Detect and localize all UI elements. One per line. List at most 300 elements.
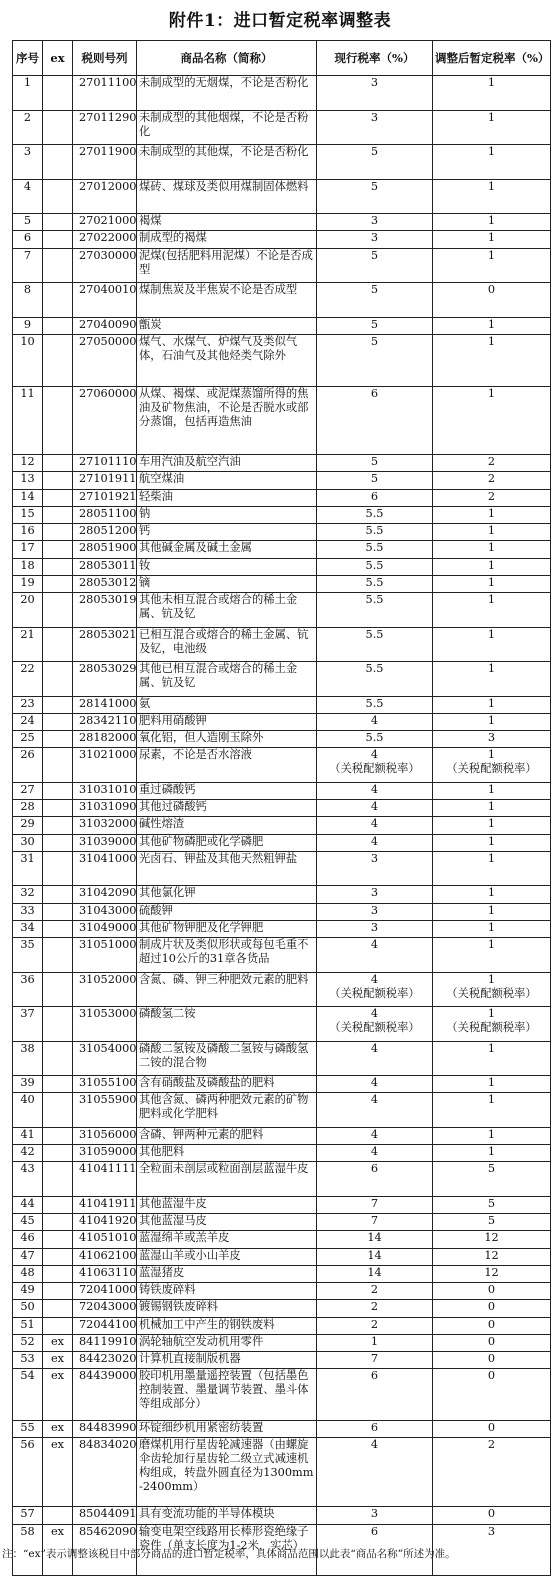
header-seq: 序号 xyxy=(13,41,43,76)
table-row xyxy=(13,1214,551,1231)
cell-seq: 17 xyxy=(13,541,43,558)
cell-current-rate: 2 xyxy=(317,1283,433,1300)
cell-code: 31031010 xyxy=(73,782,137,799)
cell-seq: 8 xyxy=(13,283,43,318)
cell-seq: 39 xyxy=(13,1076,43,1093)
cell-code: 84439000 xyxy=(73,1369,137,1421)
cell-current-rate: 3 xyxy=(317,886,433,903)
cell-code: 31052000 xyxy=(73,972,137,1007)
table-row xyxy=(13,231,551,248)
cell-current-rate: 4 xyxy=(317,1127,433,1144)
cell-current-rate: 4 （关税配额税率） xyxy=(317,1007,433,1042)
table-row xyxy=(13,1438,551,1507)
table-row xyxy=(13,1127,551,1144)
cell-adjusted-rate: 1 xyxy=(433,179,551,214)
cell-ex: ex xyxy=(43,1438,73,1507)
cell-adjusted-rate: 1 xyxy=(433,627,551,662)
cell-seq: 26 xyxy=(13,748,43,783)
cell-adjusted-rate: 12 xyxy=(433,1231,551,1248)
table-row xyxy=(13,283,551,318)
cell-current-rate: 4 xyxy=(317,938,433,973)
cell-current-rate: 5.5 xyxy=(317,627,433,662)
cell-current-rate: 5.5 xyxy=(317,575,433,592)
cell-current-rate: 5.5 xyxy=(317,593,433,628)
cell-seq: 37 xyxy=(13,1007,43,1042)
cell-name: 计算机直接制版机器 xyxy=(137,1352,317,1369)
cell-name: 含有硝酸盐及磷酸盐的肥料 xyxy=(137,1076,317,1093)
cell-adjusted-rate: 1 （关税配额税率） xyxy=(433,1007,551,1042)
cell-code: 28053029 xyxy=(73,662,137,697)
table-row xyxy=(13,248,551,283)
cell-seq: 44 xyxy=(13,1196,43,1213)
cell-ex xyxy=(43,817,73,834)
cell-adjusted-rate: 5 xyxy=(433,1214,551,1231)
table-row xyxy=(13,214,551,231)
cell-seq: 48 xyxy=(13,1265,43,1282)
cell-code: 28182000 xyxy=(73,731,137,748)
cell-name: 其他碱金属及碱土金属 xyxy=(137,541,317,558)
cell-ex xyxy=(43,1283,73,1300)
cell-ex xyxy=(43,248,73,283)
table-row xyxy=(13,851,551,886)
cell-seq: 49 xyxy=(13,1283,43,1300)
table-row xyxy=(13,920,551,937)
cell-code: 41051010 xyxy=(73,1231,137,1248)
cell-code: 41062100 xyxy=(73,1248,137,1265)
cell-adjusted-rate: 1 xyxy=(433,386,551,455)
cell-seq: 32 xyxy=(13,886,43,903)
cell-adjusted-rate: 12 xyxy=(433,1248,551,1265)
cell-ex xyxy=(43,696,73,713)
cell-adjusted-rate: 0 xyxy=(433,1421,551,1438)
cell-current-rate: 4 xyxy=(317,1076,433,1093)
cell-adjusted-rate: 0 xyxy=(433,1507,551,1524)
header-name: 商品名称（简称） xyxy=(137,41,317,76)
cell-current-rate: 3 xyxy=(317,1507,433,1524)
cell-current-rate: 4 xyxy=(317,1438,433,1507)
cell-name: 其他蓝湿马皮 xyxy=(137,1214,317,1231)
cell-adjusted-rate: 1 xyxy=(433,938,551,973)
table-row xyxy=(13,627,551,662)
cell-code: 72041000 xyxy=(73,1283,137,1300)
table-row xyxy=(13,1231,551,1248)
cell-seq: 16 xyxy=(13,524,43,541)
cell-current-rate: 4 （关税配额税率） xyxy=(317,972,433,1007)
table-row xyxy=(13,938,551,973)
cell-current-rate: 2 xyxy=(317,1300,433,1317)
cell-adjusted-rate: 2 xyxy=(433,489,551,506)
cell-current-rate: 1 xyxy=(317,1334,433,1351)
cell-current-rate: 4 xyxy=(317,713,433,730)
cell-ex xyxy=(43,748,73,783)
cell-ex xyxy=(43,558,73,575)
cell-ex xyxy=(43,1248,73,1265)
cell-ex xyxy=(43,283,73,318)
cell-seq: 5 xyxy=(13,214,43,231)
cell-adjusted-rate: 2 xyxy=(433,472,551,489)
cell-adjusted-rate: 2 xyxy=(433,1438,551,1507)
cell-adjusted-rate: 3 xyxy=(433,731,551,748)
cell-current-rate: 5.5 xyxy=(317,558,433,575)
cell-name: 环锭细纱机用紧密纺装置 xyxy=(137,1421,317,1438)
cell-ex xyxy=(43,1007,73,1042)
cell-ex xyxy=(43,489,73,506)
cell-seq: 47 xyxy=(13,1248,43,1265)
cell-adjusted-rate: 1 xyxy=(433,834,551,851)
cell-name: 其他过磷酸钙 xyxy=(137,800,317,817)
cell-code: 72043000 xyxy=(73,1300,137,1317)
cell-current-rate: 6 xyxy=(317,386,433,455)
cell-name: 其他含氮、磷两种肥效元素的矿物肥料或化学肥料 xyxy=(137,1093,317,1128)
cell-name: 其他氯化钾 xyxy=(137,886,317,903)
table-row xyxy=(13,1145,551,1162)
cell-current-rate: 2 xyxy=(317,1317,433,1334)
cell-seq: 9 xyxy=(13,317,43,334)
cell-name: 涡轮轴航空发动机用零件 xyxy=(137,1334,317,1351)
cell-adjusted-rate: 1 xyxy=(433,782,551,799)
table-row xyxy=(13,1352,551,1369)
cell-name: 蓝湿山羊或小山羊皮 xyxy=(137,1248,317,1265)
table-row xyxy=(13,1334,551,1351)
cell-seq: 6 xyxy=(13,231,43,248)
cell-ex xyxy=(43,317,73,334)
cell-seq: 28 xyxy=(13,800,43,817)
cell-adjusted-rate: 1 xyxy=(433,593,551,628)
cell-current-rate: 5 xyxy=(317,179,433,214)
cell-code: 28141000 xyxy=(73,696,137,713)
cell-adjusted-rate: 12 xyxy=(433,1265,551,1282)
cell-code: 31055100 xyxy=(73,1076,137,1093)
table-header-row xyxy=(13,41,551,76)
table-row xyxy=(13,575,551,592)
cell-adjusted-rate: 1 xyxy=(433,1041,551,1076)
cell-code: 27101911 xyxy=(73,472,137,489)
table-row xyxy=(13,1248,551,1265)
table-row xyxy=(13,886,551,903)
table-row xyxy=(13,748,551,783)
table-row xyxy=(13,817,551,834)
cell-ex xyxy=(43,1265,73,1282)
cell-adjusted-rate: 1 xyxy=(433,920,551,937)
cell-ex: ex xyxy=(43,1524,73,1576)
table-row xyxy=(13,455,551,472)
cell-name: 胶印机用墨量遥控装置（包括墨色控制装置、墨量调节装置、墨斗体等组成部分） xyxy=(137,1369,317,1421)
table-row xyxy=(13,1076,551,1093)
cell-ex xyxy=(43,76,73,111)
cell-ex xyxy=(43,662,73,697)
cell-seq: 22 xyxy=(13,662,43,697)
cell-ex xyxy=(43,214,73,231)
cell-seq: 3 xyxy=(13,145,43,180)
cell-adjusted-rate: 1 xyxy=(433,886,551,903)
cell-code: 41041920 xyxy=(73,1214,137,1231)
cell-ex xyxy=(43,524,73,541)
cell-seq: 21 xyxy=(13,627,43,662)
cell-seq: 51 xyxy=(13,1317,43,1334)
cell-current-rate: 4 xyxy=(317,817,433,834)
cell-current-rate: 4 （关税配额税率） xyxy=(317,748,433,783)
cell-current-rate: 3 xyxy=(317,903,433,920)
cell-ex xyxy=(43,782,73,799)
table-row xyxy=(13,1007,551,1042)
table-row xyxy=(13,903,551,920)
cell-ex xyxy=(43,1076,73,1093)
cell-ex xyxy=(43,1214,73,1231)
cell-name: 肥料用硝酸钾 xyxy=(137,713,317,730)
table-row xyxy=(13,782,551,799)
cell-ex xyxy=(43,455,73,472)
table-row xyxy=(13,731,551,748)
cell-ex xyxy=(43,1127,73,1144)
cell-name: 其他矿物钾肥及化学钾肥 xyxy=(137,920,317,937)
cell-name: 航空煤油 xyxy=(137,472,317,489)
cell-code: 28051900 xyxy=(73,541,137,558)
table-row xyxy=(13,145,551,180)
cell-ex: ex xyxy=(43,1421,73,1438)
cell-current-rate: 4 xyxy=(317,800,433,817)
cell-name: 含氮、磷、钾三种肥效元素的肥料 xyxy=(137,972,317,1007)
cell-adjusted-rate: 1 （关税配额税率） xyxy=(433,972,551,1007)
cell-adjusted-rate: 1 xyxy=(433,1127,551,1144)
cell-adjusted-rate: 1 xyxy=(433,317,551,334)
table-row xyxy=(13,800,551,817)
cell-adjusted-rate: 1 xyxy=(433,713,551,730)
cell-current-rate: 6 xyxy=(317,1369,433,1421)
table-row xyxy=(13,1283,551,1300)
table-row xyxy=(13,1300,551,1317)
cell-code: 31032000 xyxy=(73,817,137,834)
cell-adjusted-rate: 1 xyxy=(433,1076,551,1093)
cell-ex: ex xyxy=(43,1352,73,1369)
cell-code: 27101110 xyxy=(73,455,137,472)
cell-adjusted-rate: 1 xyxy=(433,696,551,713)
cell-code: 84119910 xyxy=(73,1334,137,1351)
cell-ex xyxy=(43,1196,73,1213)
cell-name: 磷酸二氢铵及磷酸二氢铵与磷酸氢二铵的混合物 xyxy=(137,1041,317,1076)
cell-code: 31053000 xyxy=(73,1007,137,1042)
table-row xyxy=(13,1162,551,1197)
cell-current-rate: 3 xyxy=(317,920,433,937)
table-row xyxy=(13,558,551,575)
header-code: 税则号列 xyxy=(73,41,137,76)
cell-code: 28053011 xyxy=(73,558,137,575)
cell-current-rate: 6 xyxy=(317,1524,433,1576)
header-ex: ex xyxy=(43,41,73,76)
cell-adjusted-rate: 1 xyxy=(433,248,551,283)
cell-current-rate: 4 xyxy=(317,1041,433,1076)
cell-code: 27101921 xyxy=(73,489,137,506)
cell-name: 煤气、水煤气、炉煤气及类似气体，石油气及其他烃类气除外 xyxy=(137,334,317,386)
cell-code: 84834020 xyxy=(73,1438,137,1507)
cell-name: 钕 xyxy=(137,558,317,575)
cell-current-rate: 3 xyxy=(317,231,433,248)
cell-seq: 53 xyxy=(13,1352,43,1369)
cell-adjusted-rate: 1 xyxy=(433,817,551,834)
cell-ex xyxy=(43,1317,73,1334)
cell-seq: 27 xyxy=(13,782,43,799)
table-row xyxy=(13,334,551,386)
cell-seq: 33 xyxy=(13,903,43,920)
cell-seq: 45 xyxy=(13,1214,43,1231)
cell-name: 碱性熔渣 xyxy=(137,817,317,834)
cell-seq: 4 xyxy=(13,179,43,214)
cell-name: 轻柴油 xyxy=(137,489,317,506)
cell-code: 28053012 xyxy=(73,575,137,592)
cell-name: 钠 xyxy=(137,506,317,523)
cell-ex xyxy=(43,231,73,248)
cell-code: 31041000 xyxy=(73,851,137,886)
cell-adjusted-rate: 0 xyxy=(433,1317,551,1334)
cell-adjusted-rate: 1 xyxy=(433,506,551,523)
cell-name: 未制成型的其他煤，不论是否粉化 xyxy=(137,145,317,180)
cell-adjusted-rate: 1 xyxy=(433,851,551,886)
cell-ex xyxy=(43,627,73,662)
cell-ex xyxy=(43,713,73,730)
cell-adjusted-rate: 1 xyxy=(433,800,551,817)
cell-name: 磷酸氢二铵 xyxy=(137,1007,317,1042)
cell-seq: 36 xyxy=(13,972,43,1007)
cell-seq: 43 xyxy=(13,1162,43,1197)
cell-adjusted-rate: 1 xyxy=(433,541,551,558)
cell-name: 含磷、钾两种元素的肥料 xyxy=(137,1127,317,1144)
table-row xyxy=(13,1196,551,1213)
cell-seq: 52 xyxy=(13,1334,43,1351)
table-row xyxy=(13,541,551,558)
cell-adjusted-rate: 1 xyxy=(433,1093,551,1128)
cell-name: 已相互混合或熔合的稀土金属、钪及钇，电池级 xyxy=(137,627,317,662)
cell-current-rate: 5 xyxy=(317,283,433,318)
table-row xyxy=(13,1041,551,1076)
cell-ex xyxy=(43,145,73,180)
cell-name: 光卤石、钾盐及其他天然粗钾盐 xyxy=(137,851,317,886)
cell-code: 41063110 xyxy=(73,1265,137,1282)
table-row xyxy=(13,386,551,455)
table-row xyxy=(13,1507,551,1524)
cell-adjusted-rate: 1 xyxy=(433,214,551,231)
cell-current-rate: 5 xyxy=(317,472,433,489)
cell-ex: ex xyxy=(43,1334,73,1351)
cell-ex xyxy=(43,1231,73,1248)
cell-code: 27011900 xyxy=(73,145,137,180)
cell-code: 31043000 xyxy=(73,903,137,920)
cell-name: 未制成型的其他烟煤，不论是否粉化 xyxy=(137,110,317,145)
cell-ex xyxy=(43,334,73,386)
cell-code: 28051100 xyxy=(73,506,137,523)
table-row xyxy=(13,1369,551,1421)
cell-name: 铸铁废碎料 xyxy=(137,1283,317,1300)
cell-current-rate: 14 xyxy=(317,1231,433,1248)
cell-code: 28051200 xyxy=(73,524,137,541)
cell-ex xyxy=(43,575,73,592)
cell-code: 27011290 xyxy=(73,110,137,145)
cell-name: 机械加工中产生的钢铁废料 xyxy=(137,1317,317,1334)
cell-seq: 20 xyxy=(13,593,43,628)
cell-code: 31055900 xyxy=(73,1093,137,1128)
cell-adjusted-rate: 1 xyxy=(433,524,551,541)
cell-ex xyxy=(43,593,73,628)
cell-seq: 25 xyxy=(13,731,43,748)
cell-code: 31049000 xyxy=(73,920,137,937)
cell-seq: 23 xyxy=(13,696,43,713)
cell-adjusted-rate: 1 xyxy=(433,575,551,592)
cell-adjusted-rate: 1 xyxy=(433,145,551,180)
cell-name: 具有变流功能的半导体模块 xyxy=(137,1507,317,1524)
cell-code: 84423020 xyxy=(73,1352,137,1369)
header-adjusted-rate: 调整后暂定税率（%） xyxy=(433,41,551,76)
cell-current-rate: 7 xyxy=(317,1196,433,1213)
cell-current-rate: 5.5 xyxy=(317,696,433,713)
cell-ex xyxy=(43,903,73,920)
cell-code: 28053019 xyxy=(73,593,137,628)
table-row xyxy=(13,1421,551,1438)
cell-name: 泥煤(包括肥料用泥煤）不论是否成型 xyxy=(137,248,317,283)
cell-seq: 11 xyxy=(13,386,43,455)
cell-code: 27040010 xyxy=(73,283,137,318)
cell-code: 27040090 xyxy=(73,317,137,334)
cell-adjusted-rate: 1 xyxy=(433,334,551,386)
cell-name: 硫酸钾 xyxy=(137,903,317,920)
cell-name: 其他肥料 xyxy=(137,1145,317,1162)
cell-current-rate: 6 xyxy=(317,1162,433,1197)
cell-code: 84483990 xyxy=(73,1421,137,1438)
cell-adjusted-rate: 1 （关税配额税率） xyxy=(433,748,551,783)
cell-current-rate: 5.5 xyxy=(317,506,433,523)
cell-seq: 18 xyxy=(13,558,43,575)
cell-current-rate: 3 xyxy=(317,110,433,145)
cell-code: 28342110 xyxy=(73,713,137,730)
cell-code: 27011100 xyxy=(73,76,137,111)
cell-ex xyxy=(43,472,73,489)
table-row xyxy=(13,489,551,506)
cell-current-rate: 5.5 xyxy=(317,731,433,748)
cell-name: 输变电架空线路用长棒形瓷绝缘子瓷件（单支长度为1-2米，实芯） xyxy=(137,1524,317,1576)
cell-seq: 24 xyxy=(13,713,43,730)
table-row xyxy=(13,524,551,541)
cell-name: 全粒面未剖层或粒面剖层蓝湿牛皮 xyxy=(137,1162,317,1197)
cell-seq: 38 xyxy=(13,1041,43,1076)
cell-seq: 10 xyxy=(13,334,43,386)
cell-current-rate: 4 xyxy=(317,782,433,799)
cell-ex xyxy=(43,834,73,851)
cell-code: 31031090 xyxy=(73,800,137,817)
table-row xyxy=(13,662,551,697)
cell-code: 27060000 xyxy=(73,386,137,455)
cell-adjusted-rate: 1 xyxy=(433,1145,551,1162)
cell-name: 尿素，不论是否水溶液 xyxy=(137,748,317,783)
cell-ex xyxy=(43,972,73,1007)
cell-seq: 35 xyxy=(13,938,43,973)
cell-adjusted-rate: 5 xyxy=(433,1196,551,1213)
cell-name: 制成型的褐煤 xyxy=(137,231,317,248)
table-row xyxy=(13,593,551,628)
cell-adjusted-rate: 0 xyxy=(433,1283,551,1300)
cell-ex xyxy=(43,920,73,937)
cell-adjusted-rate: 0 xyxy=(433,1369,551,1421)
cell-current-rate: 5.5 xyxy=(317,662,433,697)
cell-seq: 15 xyxy=(13,506,43,523)
cell-current-rate: 14 xyxy=(317,1265,433,1282)
cell-name: 从煤、褐煤、或泥煤蒸馏所得的焦油及矿物焦油，不论是否脱水或部分蒸馏，包括再造焦油 xyxy=(137,386,317,455)
table-row xyxy=(13,317,551,334)
cell-seq: 2 xyxy=(13,110,43,145)
cell-seq: 58 xyxy=(13,1524,43,1576)
table-row xyxy=(13,834,551,851)
cell-adjusted-rate: 0 xyxy=(433,283,551,318)
cell-name: 镀锡钢铁废碎料 xyxy=(137,1300,317,1317)
cell-name: 制成片状及类似形状或每包毛重不超过10公斤的31章各货品 xyxy=(137,938,317,973)
cell-adjusted-rate: 1 xyxy=(433,558,551,575)
cell-code: 41041111 xyxy=(73,1162,137,1197)
